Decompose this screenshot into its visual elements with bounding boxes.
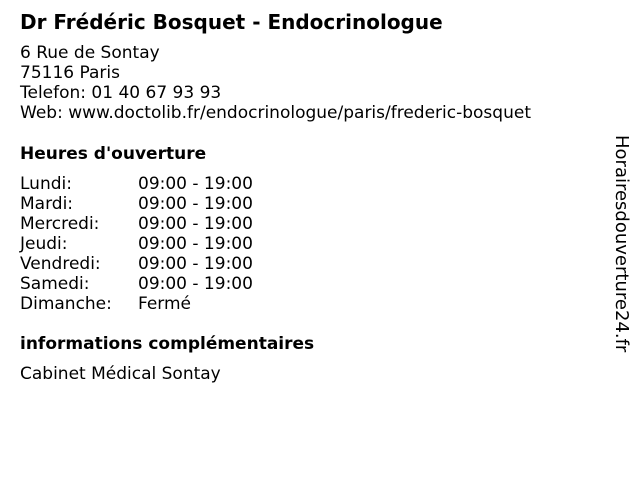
time-value: Fermé <box>138 294 192 314</box>
site-watermark: Horairesdouverture24.fr <box>611 135 632 353</box>
day-label: Samedi: <box>20 274 90 294</box>
address-street: 6 Rue de Sontay <box>20 43 160 63</box>
website-url: Web: www.doctolib.fr/endocrinologue/paris/frederic-bosquet <box>20 103 531 123</box>
hours-row-saturday <box>20 274 253 294</box>
address-city: 75116 Paris <box>20 63 120 83</box>
time-value: 09:00 - 19:00 <box>138 194 253 214</box>
day-label: Vendredi: <box>20 254 101 274</box>
phone-number: Telefon: 01 40 67 93 93 <box>20 83 222 103</box>
day-label: Mercredi: <box>20 214 100 234</box>
practice-name: Cabinet Médical Sontay <box>20 364 221 384</box>
time-value: 09:00 - 19:00 <box>138 274 253 294</box>
page-title: Dr Frédéric Bosquet - Endocrinologue <box>20 10 443 34</box>
day-label: Mardi: <box>20 194 74 214</box>
hours-row-sunday <box>20 294 253 314</box>
additional-info-heading: informations complémentaires <box>20 334 315 354</box>
hours-row-thursday <box>20 234 253 254</box>
day-label: Jeudi: <box>20 234 68 254</box>
hours-row-monday <box>20 174 253 194</box>
hours-row-wednesday <box>20 214 253 234</box>
time-value: 09:00 - 19:00 <box>138 174 253 194</box>
time-value: 09:00 - 19:00 <box>138 254 253 274</box>
address-block <box>20 43 531 123</box>
hours-row-tuesday <box>20 194 253 214</box>
time-value: 09:00 - 19:00 <box>138 234 253 254</box>
day-label: Dimanche: <box>20 294 112 314</box>
time-value: 09:00 - 19:00 <box>138 214 253 234</box>
opening-hours-heading: Heures d'ouverture <box>20 144 207 164</box>
opening-hours-table <box>20 174 253 314</box>
day-label: Lundi: <box>20 174 72 194</box>
hours-row-friday <box>20 254 253 274</box>
